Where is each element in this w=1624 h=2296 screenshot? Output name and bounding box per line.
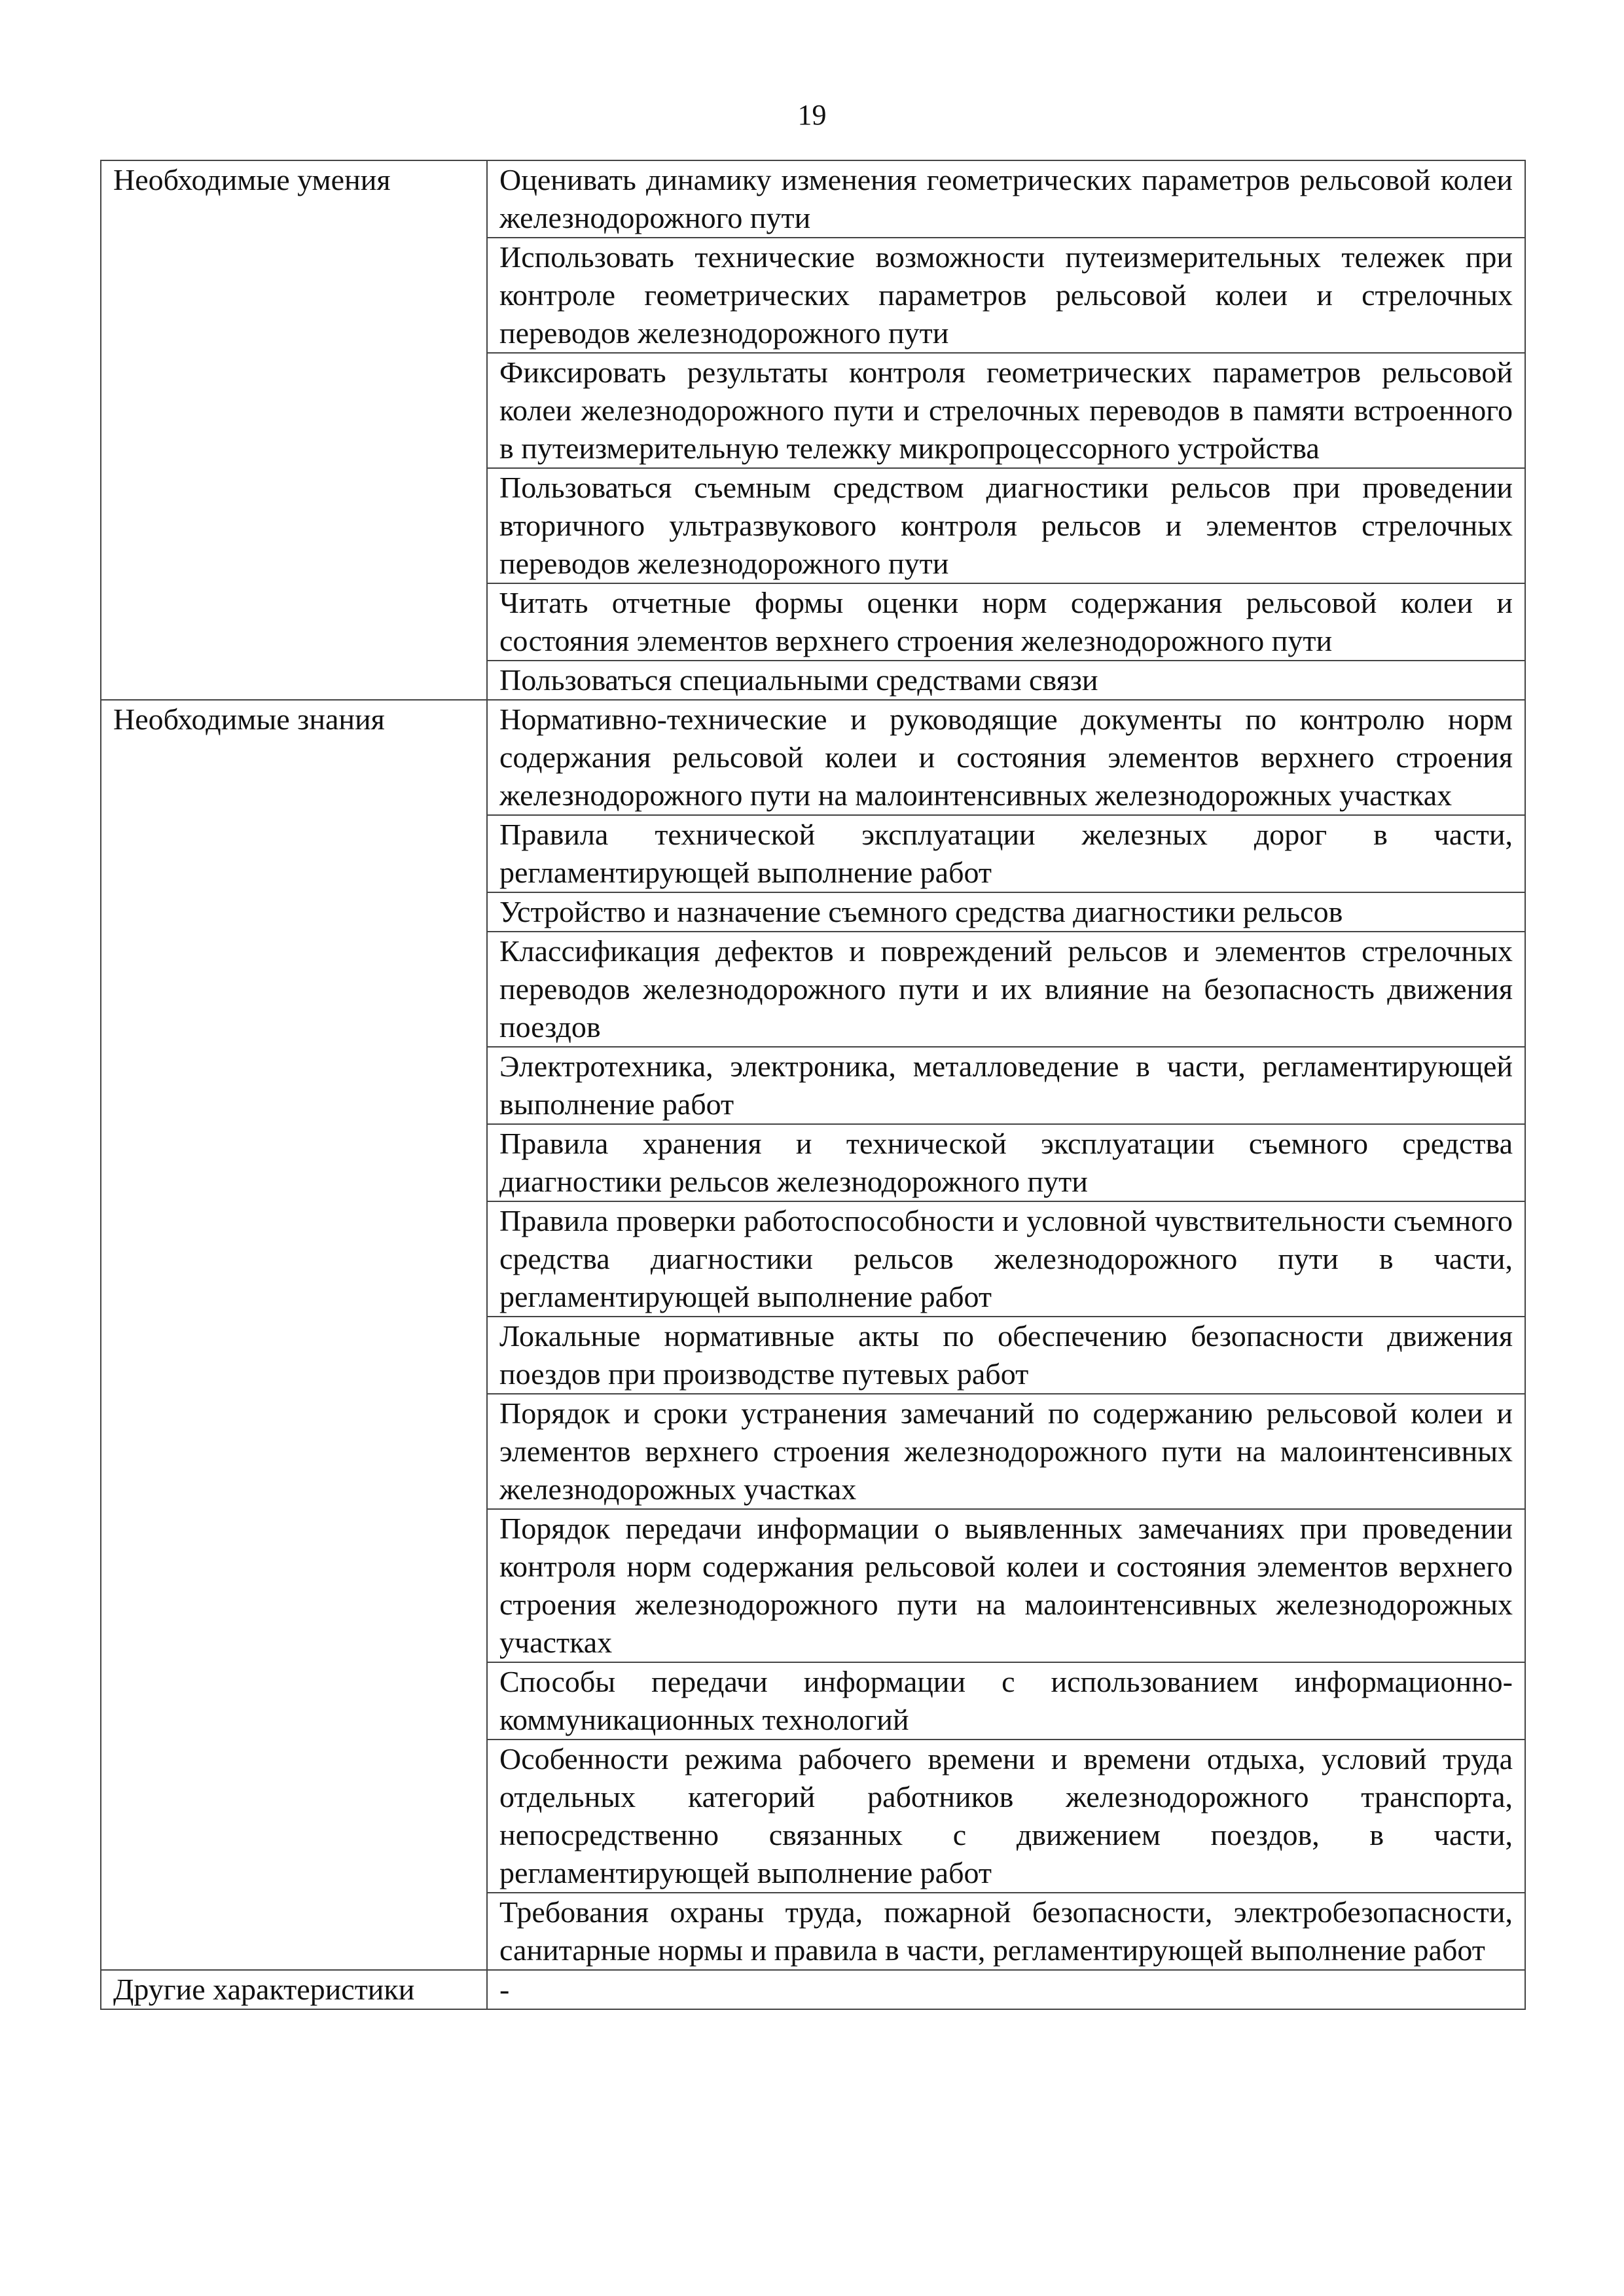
table-cell: Локальные нормативные акты по обеспечению безопасности движения поездов при производстве путевых работ (487, 1317, 1525, 1394)
table-cell: Использовать технические возможности путеизмерительных тележек при контроле геометрических параметров рельсовой колеи и стрелочных переводов железнодорожного пути (487, 238, 1525, 353)
table-cell: Пользоваться специальными средствами связи (487, 661, 1525, 700)
table-cell: Особенности режима рабочего времени и времени отдыха, условий труда отдельных категорий работников железнодорожного транспорта, непосредственно связанных с движением поездов, в части, регламентирующей выполнение работ (487, 1740, 1525, 1893)
table-row (101, 1970, 1525, 2009)
table-cell: Фиксировать результаты контроля геометрических параметров рельсовой колеи железнодорожного пути и стрелочных переводов в памяти встроенного в путеизмерительную тележку микропроцессорного устройства (487, 353, 1525, 468)
table-cell: Правила технической эксплуатации железных дорог в части, регламентирующей выполнение работ (487, 815, 1525, 892)
table-cell: Способы передачи информации с использованием информационно-коммуникационных технологий (487, 1662, 1525, 1740)
section-label-skills: Необходимые умения (101, 160, 487, 700)
table-cell: Требования охраны труда, пожарной безопасности, электробезопасности, санитарные нормы и правила в части, регламентирующей выполнение работ (487, 1893, 1525, 1970)
page-number: 19 (797, 99, 827, 131)
table-cell: Оценивать динамику изменения геометрических параметров рельсовой колеи железнодорожного пути (487, 160, 1525, 238)
table-cell: Читать отчетные формы оценки норм содержания рельсовой колеи и состояния элементов верхнего строения железнодорожного пути (487, 583, 1525, 661)
table-cell: Классификация дефектов и повреждений рельсов и элементов стрелочных переводов железнодорожного пути и их влияние на безопасность движения поездов (487, 932, 1525, 1047)
table-cell: - (487, 1970, 1525, 2009)
section-label-knowledge: Необходимые знания (101, 700, 487, 1970)
table-cell: Пользоваться съемным средством диагностики рельсов при проведении вторичного ультразвукового контроля рельсов и элементов стрелочных переводов железнодорожного пути (487, 468, 1525, 583)
table-cell: Порядок и сроки устранения замечаний по содержанию рельсовой колеи и элементов верхнего строения железнодорожного пути на малоинтенсивных железнодорожных участках (487, 1394, 1525, 1509)
table-row (101, 700, 1525, 815)
section-label-other: Другие характеристики (101, 1970, 487, 2009)
table-cell: Нормативно-технические и руководящие документы по контролю норм содержания рельсовой колеи и состояния элементов верхнего строения железнодорожного пути на малоинтенсивных железнодорожных участках (487, 700, 1525, 815)
requirements-table (100, 160, 1526, 2010)
table-cell: Правила хранения и технической эксплуатации съемного средства диагностики рельсов железнодорожного пути (487, 1124, 1525, 1201)
table-cell: Устройство и назначение съемного средства диагностики рельсов (487, 892, 1525, 932)
table-cell: Электротехника, электроника, металловедение в части, регламентирующей выполнение работ (487, 1047, 1525, 1124)
table-cell: Порядок передачи информации о выявленных замечаниях при проведении контроля норм содержания рельсовой колеи и состояния элементов верхнего строения железнодорожного пути на малоинтенсивных железнодорожных участках (487, 1509, 1525, 1662)
table-cell: Правила проверки работоспособности и условной чувствительности съемного средства диагностики рельсов железнодорожного пути в части, регламентирующей выполнение работ (487, 1201, 1525, 1317)
table-row (101, 160, 1525, 238)
